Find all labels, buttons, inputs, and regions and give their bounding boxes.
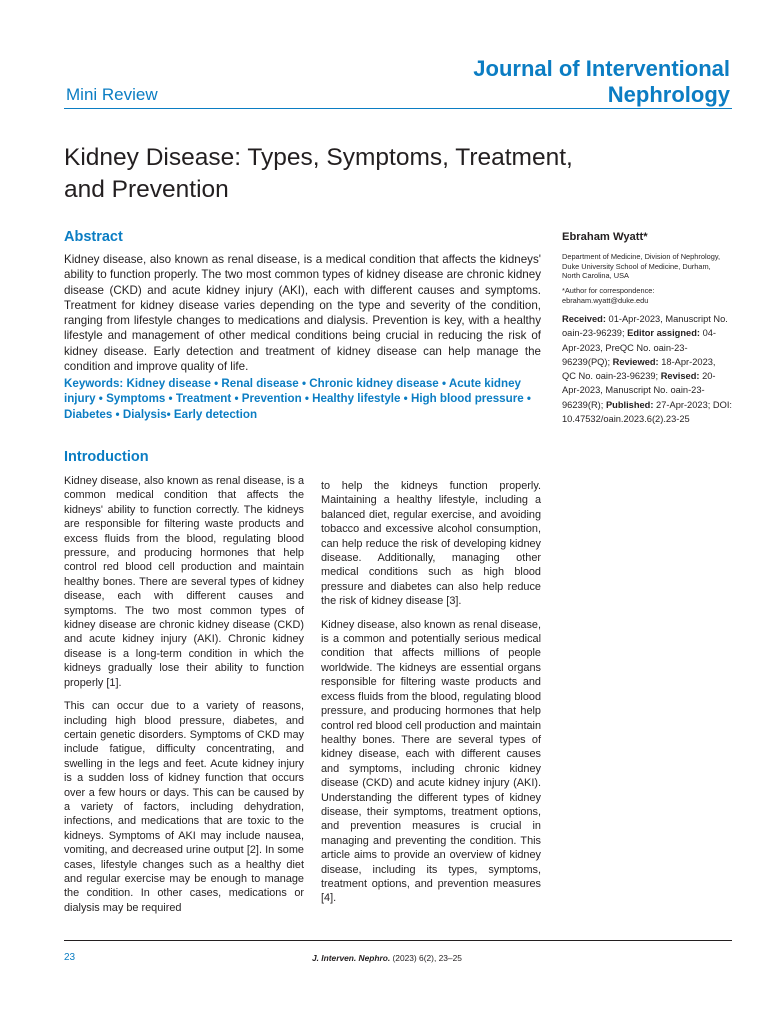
correspondence-label: *Author for correspondence: <box>562 286 655 295</box>
article-title: Kidney Disease: Types, Symptoms, Treatment, and Prevention <box>64 144 573 203</box>
keywords: Keywords: Kidney disease • Renal disease • Chronic kidney disease • Acute kidney injury • Symptoms • Treatment • Prevention • Healthy lifestyle • High blood pressure • Diabetes • Dialysis• Early detection <box>64 377 531 421</box>
published-value: 27-Apr-2023; DOI: 10.47532/oain.2023.6(2).23-25 <box>562 399 733 425</box>
reviewed-label: Reviewed: <box>612 356 659 367</box>
reviewed-value: 18-Apr-2023, QC No. oain-23-96239; <box>562 356 716 382</box>
journal-name <box>473 56 730 108</box>
footer-citation <box>312 953 462 963</box>
received-value: 01-Apr-2023, Manuscript No. oain-23-96239; <box>562 314 728 339</box>
editor-value: 04-Apr-2023, PreQC No. oain-23-96239(PQ); <box>562 328 717 367</box>
header-rule <box>64 108 732 109</box>
body-column-right <box>321 479 541 915</box>
journal-name-line1: Journal of Interventional <box>473 56 730 81</box>
introduction-heading: Introduction <box>64 449 149 465</box>
paragraph: Kidney disease, also known as renal disease, is a common medical condition that affects the kidneys' ability to function correctly. The kidneys are responsible for filtering waste products and excess fluids from the blood, regulating blood pressure, and producing hormones that help control red blood cell production and maintain healthy bones. There are several types of kidney disease, each with different causes and symptoms. The two most common types of kidney disease are chronic kidney disease (CKD) and acute kidney injury (AKI). Chronic kidney disease is a long-term condition in which the kidneys gradually lose their ability to function properly [1]. <box>64 475 304 689</box>
editor-label: Editor assigned: <box>627 328 700 339</box>
paragraph: Kidney disease, also known as renal disease, is a common and potentially serious medical condition that affects millions of people worldwide. The kidneys are essential organs responsible for filtering waste products and excess fluids from the blood, regulating blood pressure, and producing hormones that help control red blood cell production and maintain healthy bones. There are several types of kidney disease, each with different causes and symptoms, including chronic kidney disease (CKD) and acute kidney injury (AKI). Understanding the different types of kidney disease, their symptoms, treatment options, and prevention measures is crucial in managing and preventing the condition. This article aims to provide an overview of kidney disease, including its types, symptoms, treatment options, and prevention measures [4]. <box>321 618 541 905</box>
author-affiliation: Department of Medicine, Division of Nephrology, Duke University School of Medicine, Durham, North Carolina, USA <box>562 252 721 281</box>
manuscript-dates <box>562 312 732 426</box>
abstract-heading: Abstract <box>64 229 123 245</box>
journal-name-line2: Nephrology <box>607 82 730 107</box>
footer-rule <box>64 940 732 941</box>
page-number: 23 <box>64 952 76 963</box>
paragraph: to help the kidneys function properly. Maintaining a healthy lifestyle, including a balanced diet, regular exercise, and avoiding tobacco and excessive alcohol consumption, can help reduce the risk of developing kidney disease. Additionally, managing other medical conditions such as high blood pressure and diabetes can also help reduce the risk of kidney disease [3]. <box>321 480 541 608</box>
revised-label: Revised: <box>660 371 700 382</box>
citation-text: (2023) 6(2), 23–25 <box>390 953 462 963</box>
received-label: Received: <box>562 314 606 324</box>
body-column-left <box>64 474 304 924</box>
author-name: Ebraham Wyatt* <box>562 231 648 243</box>
journal-abbrev: J. Interven. Nephro. <box>312 953 391 963</box>
abstract-text: Kidney disease, also known as renal disease, is a medical condition that affects the kidneys' ability to function properly. The two most common types of kidney disease are chronic kidney disease (CKD) and acute kidney injury (AKI), each with different causes and symptoms. Treatment for kidney disease varies depending on the type and severity of the condition, ranging from lifestyle changes to medications and dialysis. Prevention is key, with a healthy lifestyle and management of other medical conditions being crucial in reducing the risk of kidney disease. Early detection and treatment of kidney disease can help manage the condition and improve quality of life. <box>64 253 541 374</box>
published-label: Published: <box>605 399 654 410</box>
author-email[interactable]: ebraham.wyatt@duke.edu <box>562 295 649 305</box>
article-type: Mini Review <box>66 85 158 104</box>
correspondence <box>562 286 722 305</box>
revised-value: 20-Apr-2023, Manuscript No. oain-23-96239(R); <box>562 371 716 410</box>
paragraph: This can occur due to a variety of reasons, including high blood pressure, diabetes, and certain genetic disorders. Symptoms of CKD may include fatigue, difficulty concentrating, and swelling in the legs and feet. Acute kidney injury is a sudden loss of kidney function that occurs over a few hours or days. This can be caused by a variety of factors, including dehydration, infections, and medications that are toxic to the kidneys. Symptoms of AKI may include nausea, vomiting, and decreased urine output [2]. In some cases, lifestyle changes such as a healthy diet and regular exercise may be enough to manage the condition. In other cases, medications or dialysis may be required <box>64 700 304 914</box>
